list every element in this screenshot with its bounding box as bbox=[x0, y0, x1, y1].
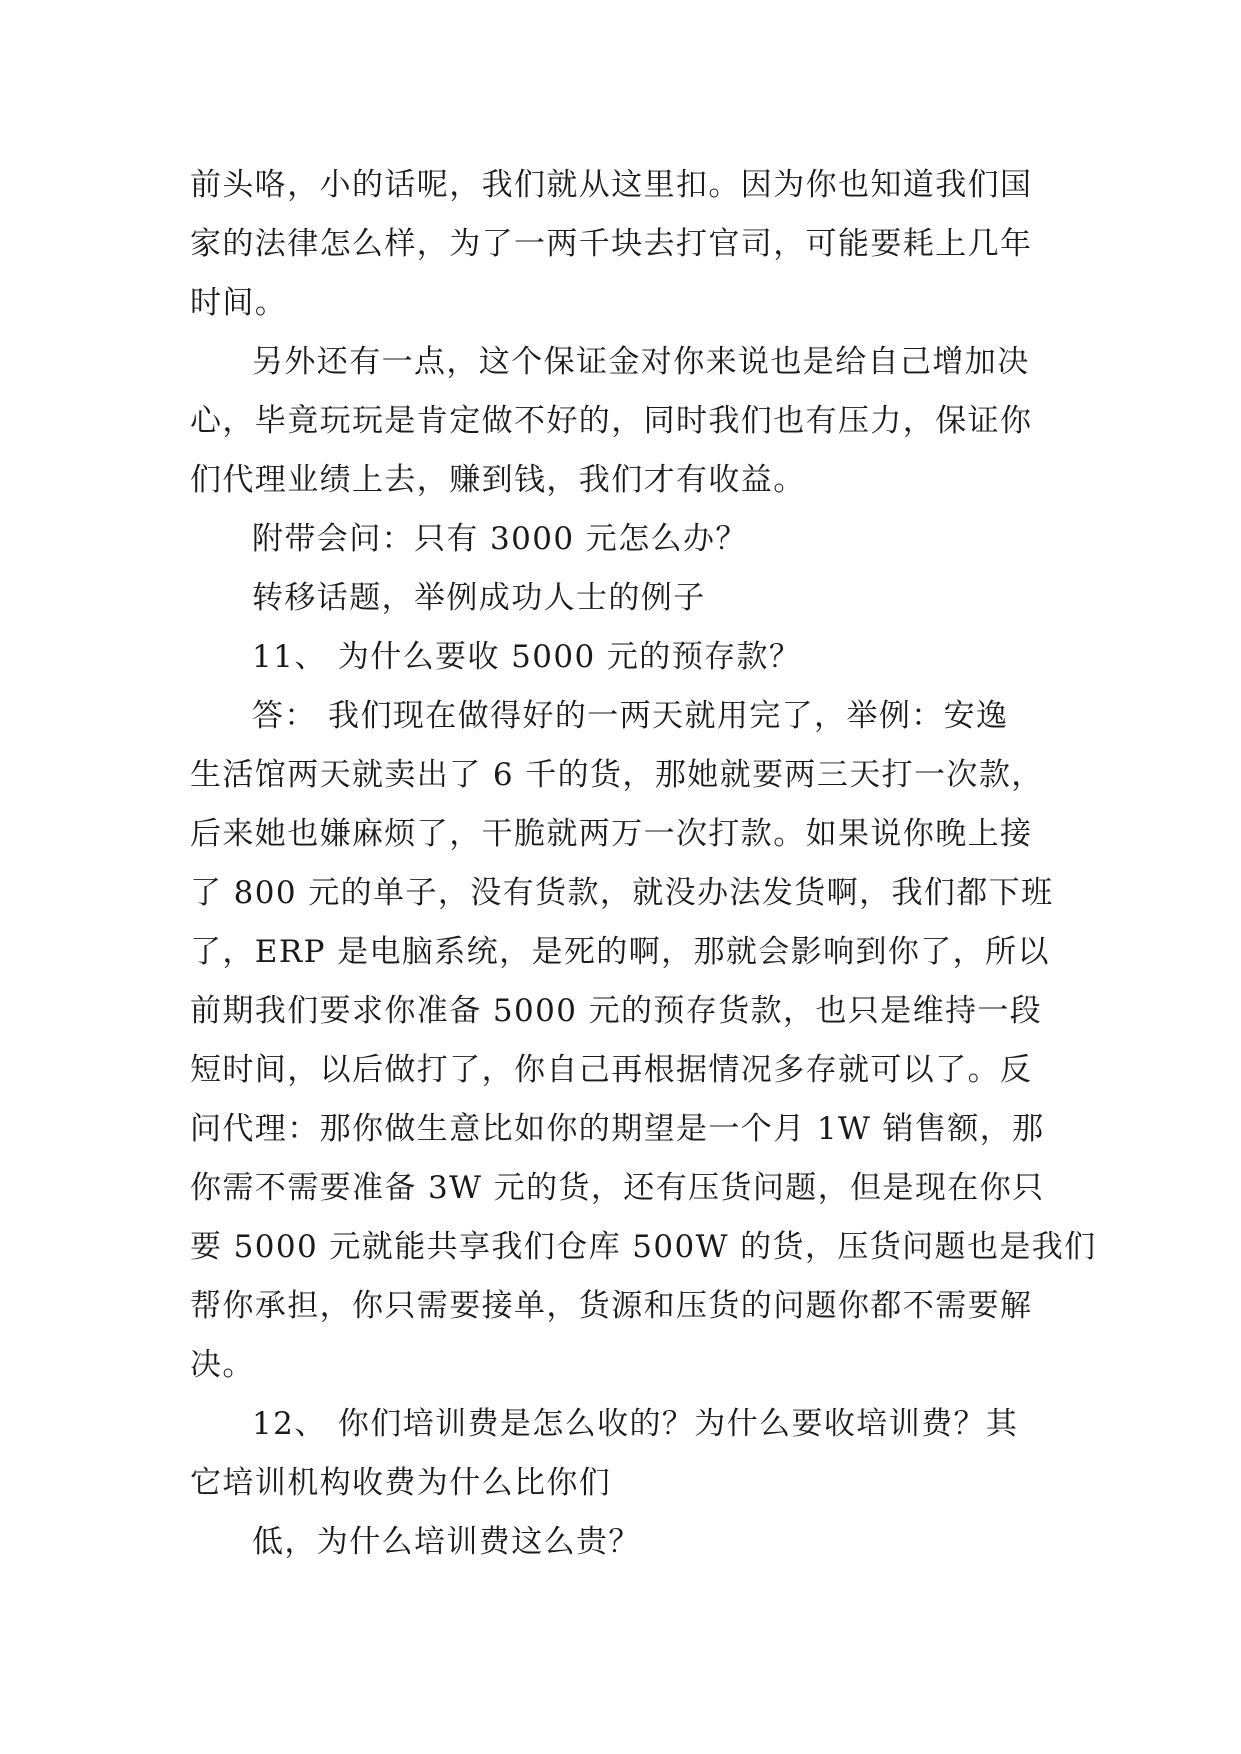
text-line: 后来她也嫌麻烦了，干脆就两万一次打款。如果说你晚上接 bbox=[190, 816, 1033, 852]
text-line: 短时间，以后做打了，你自己再根据情况多存就可以了。反 bbox=[190, 1052, 1033, 1088]
text-line: 你需不需要准备 3W 元的货，还有压货问题，但是现在你只 bbox=[190, 1170, 1045, 1206]
text-line: 要 5000 元就能共享我们仓库 500W 的货，压货问题也是我们 bbox=[190, 1229, 1097, 1265]
text-line: 帮你承担，你只需要接单，货源和压货的问题你都不需要解 bbox=[190, 1288, 1033, 1324]
document-body bbox=[190, 156, 1097, 1572]
text-line: 了 800 元的单子，没有货款，就没办法发货啊，我们都下班 bbox=[190, 875, 1054, 911]
text-line: 问代理：那你做生意比如你的期望是一个月 1W 销售额，那 bbox=[190, 1111, 1045, 1147]
text-line: 另外还有一点，这个保证金对你来说也是给自己增加决 bbox=[252, 344, 1030, 380]
text-line: 时间。 bbox=[190, 285, 288, 321]
text-line: 前期我们要求你准备 5000 元的预存货款，也只是维持一段 bbox=[190, 993, 1043, 1029]
text-line: 前头咯，小的话呢，我们就从这里扣。因为你也知道我们国 bbox=[190, 167, 1033, 203]
text-line: 生活馆两天就卖出了 6 千的货，那她就要两三天打一次款， bbox=[190, 757, 1044, 793]
text-line: 低，为什么培训费这么贵？ bbox=[252, 1524, 641, 1560]
text-line: 它培训机构收费为什么比你们 bbox=[190, 1465, 612, 1501]
question-heading: 11、 为什么要收 5000 元的预存款？ bbox=[252, 639, 802, 675]
question-heading: 12、 你们培训费是怎么收的？为什么要收培训费？其 bbox=[252, 1406, 1019, 1442]
text-line: 了，ERP 是电脑系统，是死的啊，那就会影响到你了，所以 bbox=[190, 934, 1050, 970]
text-line: 心，毕竟玩玩是肯定做不好的，同时我们也有压力，保证你 bbox=[190, 403, 1033, 439]
text-line: 家的法律怎么样，为了一两千块去打官司，可能要耗上几年 bbox=[190, 226, 1033, 262]
text-line: 答： 我们现在做得好的一两天就用完了，举例：安逸 bbox=[252, 698, 1009, 734]
text-line: 们代理业绩上去，赚到钱，我们才有收益。 bbox=[190, 462, 806, 498]
text-line: 决。 bbox=[190, 1347, 255, 1383]
text-line: 转移话题，举例成功人士的例子 bbox=[252, 580, 706, 616]
text-line: 附带会问：只有 3000 元怎么办？ bbox=[252, 521, 748, 557]
